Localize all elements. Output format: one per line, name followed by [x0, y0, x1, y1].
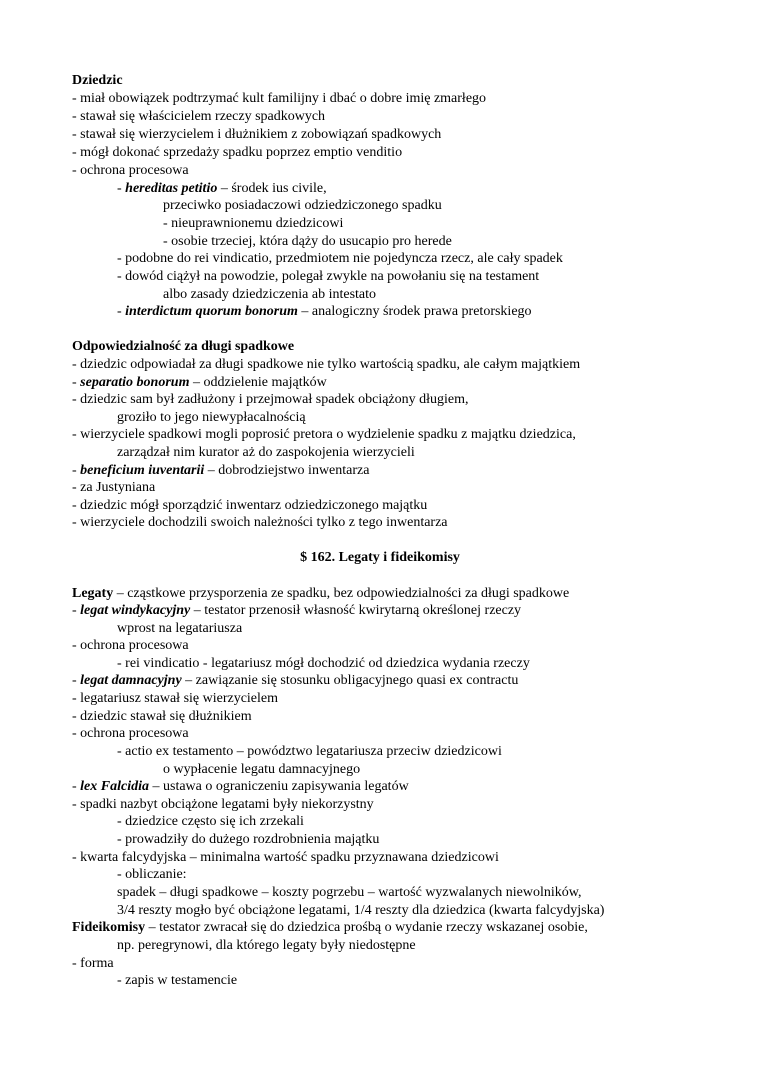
text-line: - kwarta falcydyjska – minimalna wartość spadku przyznawana dziedzicowi: [72, 850, 499, 865]
latin-term: beneficium iuventarii: [80, 463, 205, 478]
text-line: - actio ex testamento – powództwo legatariusza przeciw dziedzicowi: [117, 744, 502, 759]
latin-term: legat damnacyjny: [80, 673, 182, 688]
bullet: -: [72, 463, 81, 478]
term-definition: – testator przenosił własność kwirytarną określonej rzeczy: [190, 603, 522, 618]
defined-term: Legaty: [72, 586, 114, 601]
term-definition: – oddzielenie majątków: [189, 375, 327, 390]
bullet: -: [117, 304, 126, 319]
text-line: - nieuprawnionemu dziedzicowi: [163, 216, 344, 231]
latin-term: lex Falcidia: [80, 779, 149, 794]
bullet: -: [72, 779, 81, 794]
chapter-title: $ 162. Legaty i fideikomisy: [300, 550, 460, 565]
term-definition: – testator zwracał się do dziedzica prośbą o wydanie rzeczy wskazanej osobie,: [145, 920, 588, 935]
latin-term: interdictum quorum bonorum: [125, 304, 298, 319]
bullet: -: [72, 673, 81, 688]
text-line: - ochrona procesowa: [72, 638, 189, 653]
text-line: - osobie trzeciej, która dąży do usucapio pro herede: [163, 234, 452, 249]
text-line: - dziedzic odpowiadał za długi spadkowe nie tylko wartością spadku, ale całym majątkiem: [72, 357, 581, 372]
section-heading-odpowiedzialnosc: Odpowiedzialność za długi spadkowe: [72, 339, 295, 354]
text-line: - prowadziły do dużego rozdrobnienia majątku: [117, 832, 380, 847]
text-line: zarządzał nim kurator aż do zaspokojenia wierzycieli: [117, 445, 415, 460]
text-line: - dowód ciążył na powodzie, polegał zwykle na powołaniu się na testament: [117, 269, 540, 284]
text-line: spadek – długi spadkowe – koszty pogrzebu – wartość wyzwalanych niewolników,: [117, 885, 582, 900]
text-line: - dziedzic stawał się dłużnikiem: [72, 709, 252, 724]
text-line: - za Justyniana: [72, 480, 156, 495]
text-line: - spadki nazbyt obciążone legatami były niekorzystny: [72, 797, 374, 812]
text-line: - dziedzic sam był zadłużony i przejmował spadek obciążony długiem,: [72, 392, 469, 407]
term-line: [72, 585, 569, 603]
text-line: - zapis w testamencie: [117, 973, 238, 988]
text-line: wprost na legatariusza: [117, 621, 243, 636]
bullet: -: [72, 603, 81, 618]
text-line: 3/4 reszty mogło być obciążone legatami, 1/4 reszty dla dziedzica (kwarta falcydyjska): [117, 903, 605, 918]
defined-term: Fideikomisy: [72, 920, 146, 935]
term-line: [72, 672, 518, 690]
text-line: - wierzyciele dochodzili swoich należności tylko z tego inwentarza: [72, 515, 448, 530]
text-line: - ochrona procesowa: [72, 726, 189, 741]
text-line: - dziedzic mógł sporządzić inwentarz odziedziczonego majątku: [72, 498, 428, 513]
text-line: groziło to jego niewypłacalnością: [117, 410, 306, 425]
text-line: np. peregrynowi, dla którego legaty były niedostępne: [117, 938, 416, 953]
text-line: - dziedzice często się ich zrzekali: [117, 814, 304, 829]
latin-term: separatio bonorum: [80, 375, 190, 390]
term-definition: – ustawa o ograniczeniu zapisywania legatów: [149, 779, 409, 794]
text-line: albo zasady dziedziczenia ab intestato: [163, 287, 377, 302]
bullet: -: [72, 375, 81, 390]
term-line: [72, 602, 521, 620]
text-line: o wypłacenie legatu damnacyjnego: [163, 762, 361, 777]
term-line: [72, 462, 369, 480]
text-line: - rei vindicatio - legatariusz mógł dochodzić od dziedzica wydania rzeczy: [117, 656, 530, 671]
text-line: - miał obowiązek podtrzymać kult familijny i dbać o dobre imię zmarłego: [72, 91, 487, 106]
term-definition: – analogiczny środek prawa pretorskiego: [297, 304, 532, 319]
term-definition: – cząstkowe przysporzenia ze spadku, bez odpowiedzialności za długi spadkowe: [113, 586, 570, 601]
text-line: - wierzyciele spadkowi mogli poprosić pretora o wydzielenie spadku z majątku dziedzica,: [72, 427, 576, 442]
bullet: -: [117, 181, 126, 196]
term-line: [72, 919, 588, 937]
text-line: - ochrona procesowa: [72, 163, 189, 178]
text-line: - forma: [72, 956, 114, 971]
text-line: - mógł dokonać sprzedaży spadku poprzez emptio venditio: [72, 145, 403, 160]
text-line: - obliczanie:: [117, 867, 187, 882]
text-line: - legatariusz stawał się wierzycielem: [72, 691, 279, 706]
text-line: - podobne do rei vindicatio, przedmiotem nie pojedyncza rzecz, ale cały spadek: [117, 251, 563, 266]
term-definition: – zawiązanie się stosunku obligacyjnego quasi ex contractu: [181, 673, 519, 688]
term-line: [72, 778, 409, 796]
text-line: - stawał się wierzycielem i dłużnikiem z zobowiązań spadkowych: [72, 127, 442, 142]
text-line: - stawał się właścicielem rzeczy spadkowych: [72, 109, 326, 124]
term-definition: – środek ius civile,: [217, 181, 327, 196]
term-line: [72, 374, 327, 392]
term-line: [117, 180, 327, 198]
text-line: przeciwko posiadaczowi odziedziczonego spadku: [163, 198, 442, 213]
term-line: [117, 303, 532, 321]
section-heading-dziedzic: Dziedzic: [72, 73, 123, 88]
latin-term: hereditas petitio: [125, 181, 218, 196]
term-definition: – dobrodziejstwo inwentarza: [204, 463, 370, 478]
latin-term: legat windykacyjny: [80, 603, 191, 618]
